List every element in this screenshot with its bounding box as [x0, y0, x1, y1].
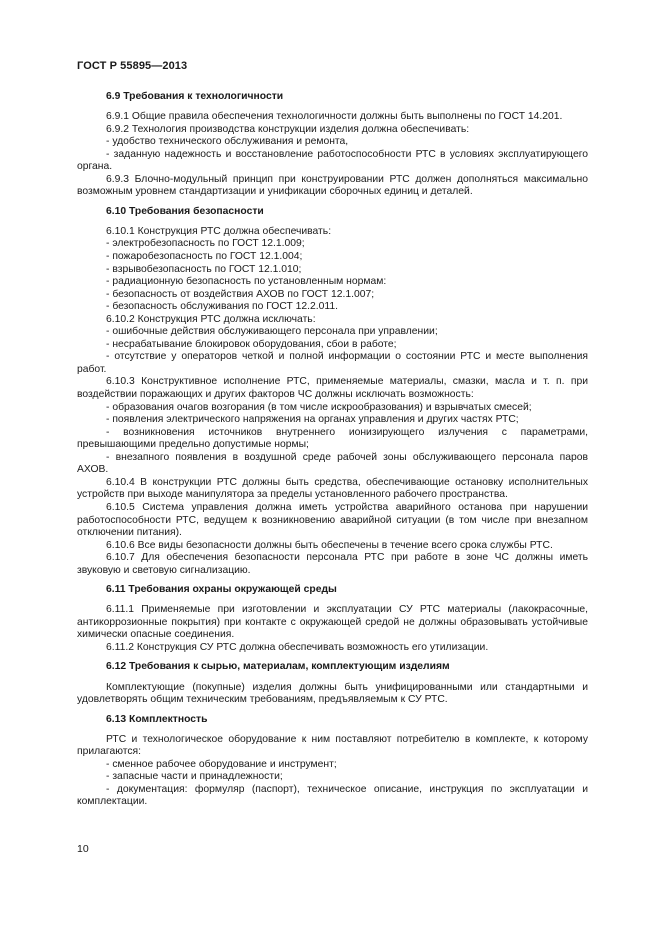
section-heading: 6.12 Требования к сырью, материалам, комплектующим изделиям [106, 661, 450, 673]
list-item: - запасные части и принадлежности; [106, 771, 283, 783]
list-item: - безопасность от воздействия АХОВ по ГОСТ 12.1.007; [106, 288, 375, 300]
list-item: - заданную надежность и восстановление работоспособности РТС в условиях эксплуатирующего органа. [77, 148, 588, 173]
page-number: 10 [77, 843, 89, 855]
section-body [77, 734, 588, 809]
section-body [77, 226, 588, 577]
list-item: - возникновения источников внутреннего ионизирующего излучения с параметрами, превышающими предельно допустимые нормы; [77, 426, 588, 451]
list-item: - документация: формуляр (паспорт), техническое описание, инструкция по эксплуатации и комплектации. [77, 783, 588, 808]
section-body [77, 682, 588, 707]
list-item: - ошибочные действия обслуживающего персонала при управлении; [106, 326, 438, 338]
section-heading: 6.11 Требования охраны окружающей среды [106, 584, 337, 596]
list-item: - безопасность обслуживания по ГОСТ 12.2.011. [106, 301, 339, 313]
section-heading: 6.9 Требования к технологичности [106, 91, 284, 102]
section-heading: 6.13 Комплектность [106, 713, 208, 725]
list-item: - сменное рабочее оборудование и инструмент; [106, 758, 337, 770]
list-item: - электробезопасность по ГОСТ 12.1.009; [106, 238, 305, 250]
paragraph: 6.10.7 Для обеспечения безопасности персонала РТС при работе в зоне ЧС должны иметь звуковую и световую сигнализацию. [77, 552, 588, 576]
section [77, 91, 588, 199]
document-body [77, 91, 588, 809]
paragraph: 6.10.6 Все виды безопасности должны быть обеспечены в течение всего срока службы РТС. [106, 539, 553, 551]
list-item: - внезапного появления в воздушной среде рабочей зоны обслуживающего персонала паров АХОВ. [77, 451, 588, 476]
paragraph: 6.10.5 Система управления должна иметь устройства аварийного останова при нарушении работоспособности РТС, ведущем к возникновению аварийной ситуации (в том числе при внезапном отключении питания). [77, 501, 588, 539]
paragraph: Комплектующие (покупные) изделия должны быть унифицированными или стандартными и удовлетворять общим техническим требованиям, предъявляемым к СУ РТС. [77, 681, 588, 706]
paragraph: РТС и технологическое оборудование к ним поставляют потребителю в комплекте, к которому прилагаются: [77, 733, 588, 758]
list-item: - удобство технического обслуживания и ремонта, [106, 136, 349, 148]
list-item: - несрабатывание блокировок оборудования, сбои в работе; [106, 338, 397, 350]
page-header-title: ГОСТ Р 55895—2013 [77, 60, 188, 72]
paragraph: 6.9.1 Общие правила обеспечения технологичности должны быть выполнены по ГОСТ 14.201. [106, 111, 563, 123]
paragraph: 6.10.3 Конструктивное исполнение РТС, применяемые материалы, смазки, масла и т. п. при воздействии поражающих и других факторов ЧС должны исключать возможность: [77, 376, 588, 401]
list-item: - радиационную безопасность по установленным нормам: [106, 276, 387, 288]
paragraph: 6.11.1 Применяемые при изготовлении и эксплуатации СУ РТС материалы (лакокрасочные, антикоррозионные покрытия) при контакте с окружающей средой не должны образовывать устойчивые химически опасные соединения. [77, 604, 588, 641]
section [77, 714, 588, 809]
list-item: - отсутствие у операторов четкой и полной информации о состоянии РТС и месте выполнения работ. [77, 351, 588, 375]
section [77, 206, 588, 577]
paragraph: 6.9.3 Блочно-модульный принцип при конструировании РТС должен дополняться максимально возможным уровнем стандартизации и унификации сборочных единиц и деталей. [77, 173, 588, 198]
list-item: - пожаробезопасность по ГОСТ 12.1.004; [106, 251, 303, 263]
section-body [77, 604, 588, 654]
list-item: - появления электрического напряжения на органах управления и других частях РТС; [106, 414, 519, 426]
section-body [77, 111, 588, 199]
list-item: - взрывобезопасность по ГОСТ 12.1.010; [106, 263, 302, 275]
list-item: - образования очагов возгорания (в том числе искрообразования) и взрывчатых смесей; [106, 401, 532, 413]
paragraph: 6.10.4 В конструкции РТС должны быть средства, обеспечивающие остановку исполнительных устройств при выходе манипулятора за пределы установленного рабочего пространства. [77, 476, 588, 501]
paragraph: 6.10.2 Конструкция РТС должна исключать: [106, 313, 316, 325]
section [77, 661, 588, 706]
section-heading: 6.10 Требования безопасности [106, 205, 264, 217]
paragraph: 6.11.2 Конструкция СУ РТС должна обеспечивать возможность его утилизации. [106, 641, 489, 653]
paragraph: 6.9.2 Технология производства конструкции изделия должна обеспечивать: [106, 123, 470, 135]
paragraph: 6.10.1 Конструкция РТС должна обеспечивать: [106, 225, 332, 237]
section [77, 584, 588, 654]
